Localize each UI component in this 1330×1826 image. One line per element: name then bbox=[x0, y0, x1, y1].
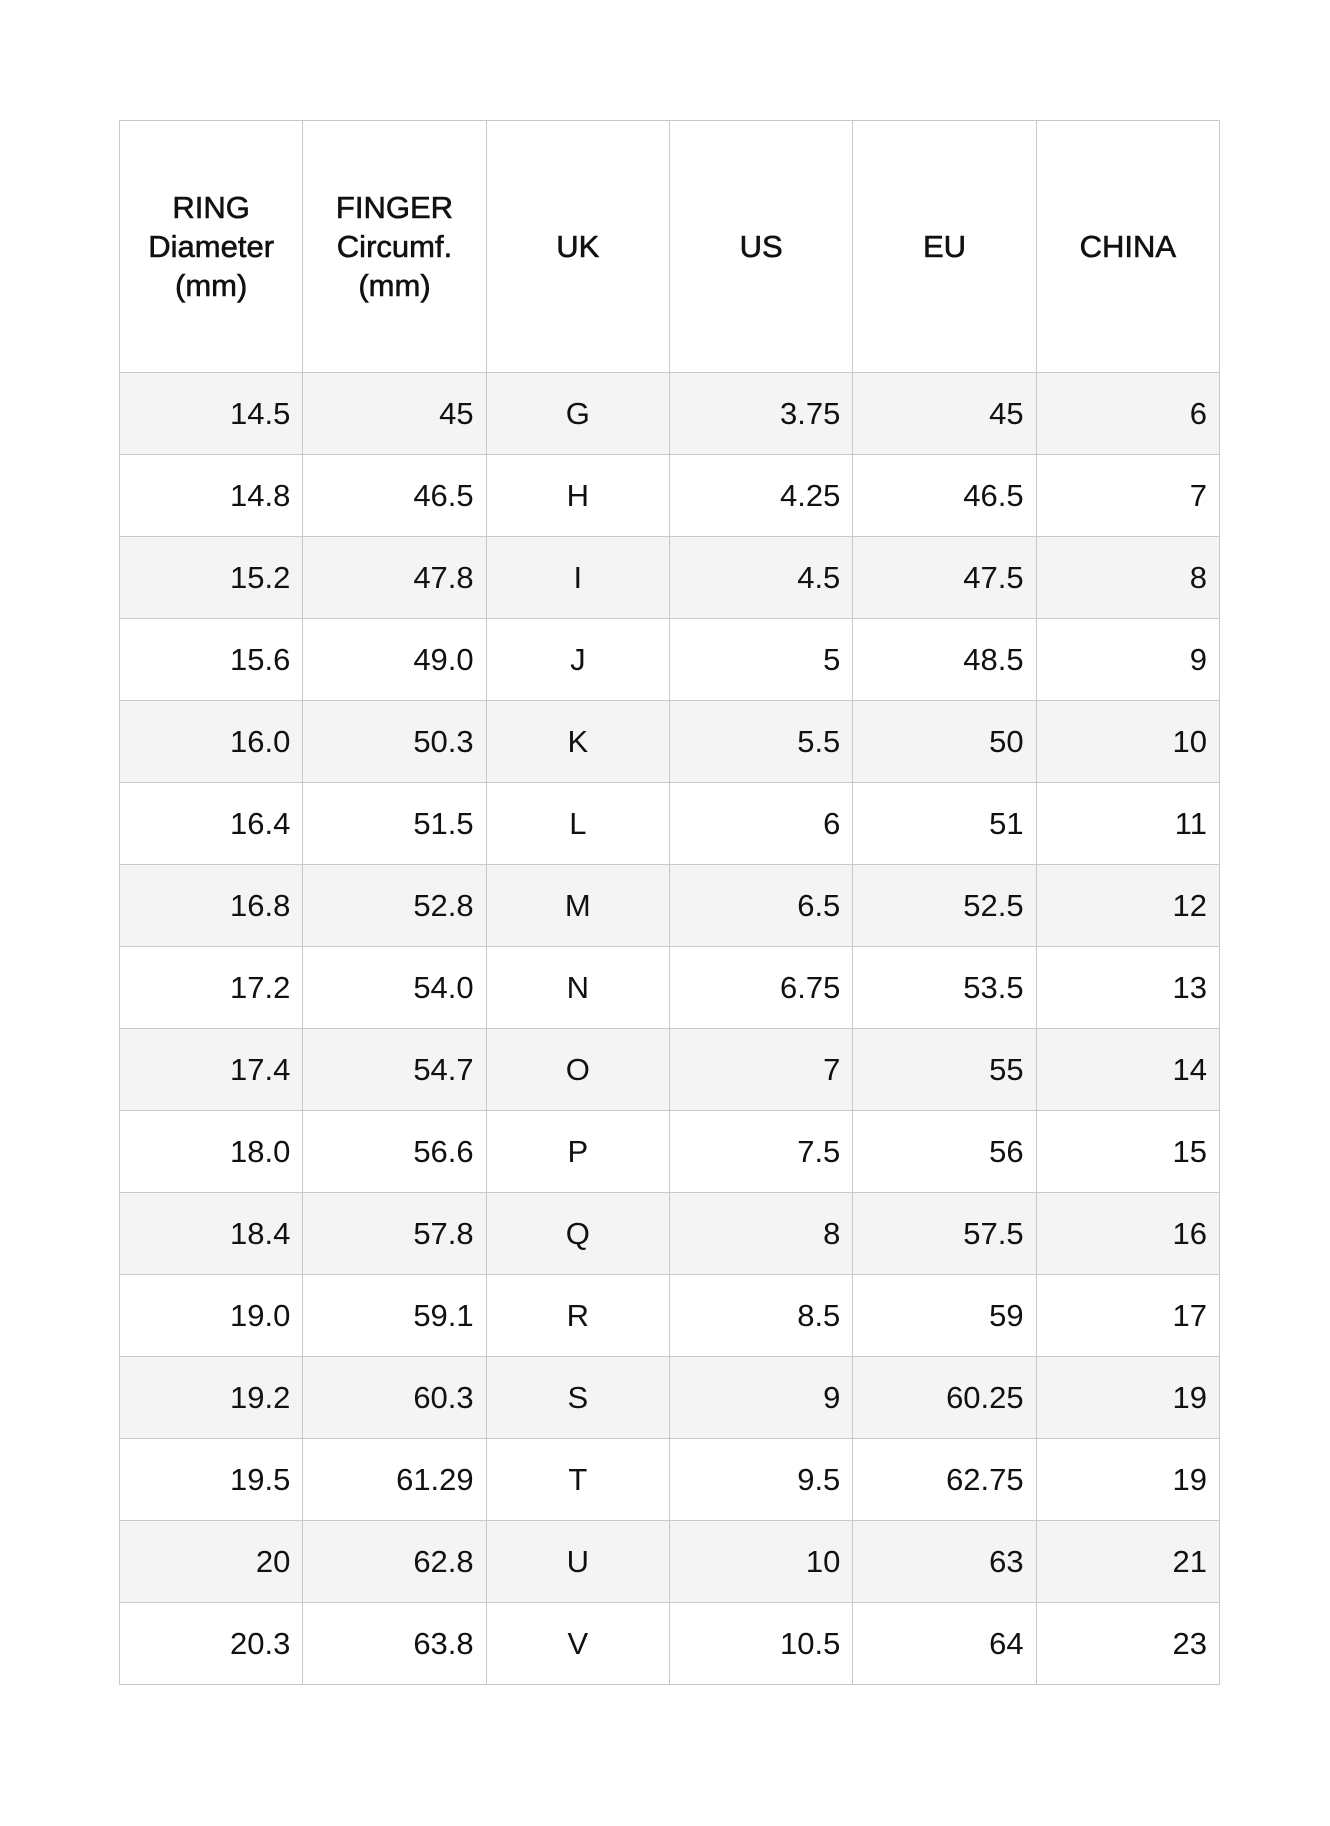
finger-circumference-cell: 54.7 bbox=[303, 1029, 486, 1111]
uk-size-cell: L bbox=[486, 783, 669, 865]
finger-circumference-cell: 57.8 bbox=[303, 1193, 486, 1275]
header-eu: EU bbox=[853, 121, 1036, 373]
eu-size-cell: 47.5 bbox=[853, 537, 1036, 619]
table-body bbox=[120, 373, 1220, 1685]
us-size-cell: 8.5 bbox=[669, 1275, 852, 1357]
china-size-cell: 16 bbox=[1036, 1193, 1219, 1275]
finger-circumference-cell: 59.1 bbox=[303, 1275, 486, 1357]
china-size-cell: 9 bbox=[1036, 619, 1219, 701]
us-size-cell: 7.5 bbox=[669, 1111, 852, 1193]
eu-size-cell: 48.5 bbox=[853, 619, 1036, 701]
ring-diameter-cell: 20.3 bbox=[120, 1603, 303, 1685]
finger-circumference-cell: 47.8 bbox=[303, 537, 486, 619]
table-row bbox=[120, 1357, 1220, 1439]
uk-size-cell: K bbox=[486, 701, 669, 783]
uk-size-cell: Q bbox=[486, 1193, 669, 1275]
ring-diameter-cell: 16.4 bbox=[120, 783, 303, 865]
us-size-cell: 9 bbox=[669, 1357, 852, 1439]
uk-size-cell: J bbox=[486, 619, 669, 701]
table-row bbox=[120, 455, 1220, 537]
header-us: US bbox=[669, 121, 852, 373]
uk-size-cell: O bbox=[486, 1029, 669, 1111]
ring-diameter-cell: 18.0 bbox=[120, 1111, 303, 1193]
uk-size-cell: H bbox=[486, 455, 669, 537]
eu-size-cell: 62.75 bbox=[853, 1439, 1036, 1521]
china-size-cell: 10 bbox=[1036, 701, 1219, 783]
table-row bbox=[120, 701, 1220, 783]
us-size-cell: 9.5 bbox=[669, 1439, 852, 1521]
table-row bbox=[120, 537, 1220, 619]
eu-size-cell: 51 bbox=[853, 783, 1036, 865]
eu-size-cell: 53.5 bbox=[853, 947, 1036, 1029]
table-row bbox=[120, 865, 1220, 947]
uk-size-cell: R bbox=[486, 1275, 669, 1357]
finger-circumference-cell: 54.0 bbox=[303, 947, 486, 1029]
us-size-cell: 8 bbox=[669, 1193, 852, 1275]
us-size-cell: 5.5 bbox=[669, 701, 852, 783]
us-size-cell: 5 bbox=[669, 619, 852, 701]
us-size-cell: 6 bbox=[669, 783, 852, 865]
ring-diameter-cell: 19.5 bbox=[120, 1439, 303, 1521]
ring-size-chart bbox=[119, 120, 1219, 1685]
finger-circumference-cell: 50.3 bbox=[303, 701, 486, 783]
china-size-cell: 6 bbox=[1036, 373, 1219, 455]
china-size-cell: 11 bbox=[1036, 783, 1219, 865]
header-china: CHINA bbox=[1036, 121, 1219, 373]
table-row bbox=[120, 1439, 1220, 1521]
finger-circumference-cell: 49.0 bbox=[303, 619, 486, 701]
uk-size-cell: T bbox=[486, 1439, 669, 1521]
header-ring-diameter: RING Diameter (mm) bbox=[120, 121, 303, 373]
us-size-cell: 6.5 bbox=[669, 865, 852, 947]
ring-diameter-cell: 15.2 bbox=[120, 537, 303, 619]
eu-size-cell: 60.25 bbox=[853, 1357, 1036, 1439]
finger-circumference-cell: 63.8 bbox=[303, 1603, 486, 1685]
ring-size-table bbox=[119, 120, 1220, 1685]
finger-circumference-cell: 60.3 bbox=[303, 1357, 486, 1439]
uk-size-cell: N bbox=[486, 947, 669, 1029]
header-finger-circumference: FINGER Circumf. (mm) bbox=[303, 121, 486, 373]
ring-diameter-cell: 17.2 bbox=[120, 947, 303, 1029]
eu-size-cell: 59 bbox=[853, 1275, 1036, 1357]
eu-size-cell: 52.5 bbox=[853, 865, 1036, 947]
us-size-cell: 4.5 bbox=[669, 537, 852, 619]
eu-size-cell: 55 bbox=[853, 1029, 1036, 1111]
uk-size-cell: V bbox=[486, 1603, 669, 1685]
finger-circumference-cell: 51.5 bbox=[303, 783, 486, 865]
ring-diameter-cell: 18.4 bbox=[120, 1193, 303, 1275]
eu-size-cell: 45 bbox=[853, 373, 1036, 455]
china-size-cell: 17 bbox=[1036, 1275, 1219, 1357]
uk-size-cell: I bbox=[486, 537, 669, 619]
ring-diameter-cell: 15.6 bbox=[120, 619, 303, 701]
uk-size-cell: S bbox=[486, 1357, 669, 1439]
table-row bbox=[120, 1521, 1220, 1603]
uk-size-cell: P bbox=[486, 1111, 669, 1193]
china-size-cell: 12 bbox=[1036, 865, 1219, 947]
uk-size-cell: U bbox=[486, 1521, 669, 1603]
table-row bbox=[120, 1193, 1220, 1275]
eu-size-cell: 56 bbox=[853, 1111, 1036, 1193]
ring-diameter-cell: 14.5 bbox=[120, 373, 303, 455]
us-size-cell: 10.5 bbox=[669, 1603, 852, 1685]
finger-circumference-cell: 45 bbox=[303, 373, 486, 455]
china-size-cell: 19 bbox=[1036, 1439, 1219, 1521]
us-size-cell: 7 bbox=[669, 1029, 852, 1111]
eu-size-cell: 46.5 bbox=[853, 455, 1036, 537]
finger-circumference-cell: 52.8 bbox=[303, 865, 486, 947]
finger-circumference-cell: 61.29 bbox=[303, 1439, 486, 1521]
table-row bbox=[120, 1275, 1220, 1357]
table-row bbox=[120, 619, 1220, 701]
finger-circumference-cell: 46.5 bbox=[303, 455, 486, 537]
table-row bbox=[120, 1029, 1220, 1111]
table-header bbox=[120, 121, 1220, 373]
eu-size-cell: 50 bbox=[853, 701, 1036, 783]
finger-circumference-cell: 56.6 bbox=[303, 1111, 486, 1193]
ring-diameter-cell: 20 bbox=[120, 1521, 303, 1603]
table-row bbox=[120, 1603, 1220, 1685]
eu-size-cell: 57.5 bbox=[853, 1193, 1036, 1275]
us-size-cell: 6.75 bbox=[669, 947, 852, 1029]
china-size-cell: 21 bbox=[1036, 1521, 1219, 1603]
ring-diameter-cell: 16.0 bbox=[120, 701, 303, 783]
china-size-cell: 7 bbox=[1036, 455, 1219, 537]
table-row bbox=[120, 1111, 1220, 1193]
us-size-cell: 10 bbox=[669, 1521, 852, 1603]
table-row bbox=[120, 947, 1220, 1029]
ring-diameter-cell: 19.0 bbox=[120, 1275, 303, 1357]
header-uk: UK bbox=[486, 121, 669, 373]
uk-size-cell: M bbox=[486, 865, 669, 947]
eu-size-cell: 64 bbox=[853, 1603, 1036, 1685]
table-row bbox=[120, 373, 1220, 455]
uk-size-cell: G bbox=[486, 373, 669, 455]
china-size-cell: 8 bbox=[1036, 537, 1219, 619]
ring-diameter-cell: 16.8 bbox=[120, 865, 303, 947]
table-row bbox=[120, 783, 1220, 865]
ring-diameter-cell: 19.2 bbox=[120, 1357, 303, 1439]
us-size-cell: 4.25 bbox=[669, 455, 852, 537]
china-size-cell: 15 bbox=[1036, 1111, 1219, 1193]
us-size-cell: 3.75 bbox=[669, 373, 852, 455]
finger-circumference-cell: 62.8 bbox=[303, 1521, 486, 1603]
china-size-cell: 23 bbox=[1036, 1603, 1219, 1685]
china-size-cell: 14 bbox=[1036, 1029, 1219, 1111]
ring-diameter-cell: 14.8 bbox=[120, 455, 303, 537]
eu-size-cell: 63 bbox=[853, 1521, 1036, 1603]
china-size-cell: 13 bbox=[1036, 947, 1219, 1029]
ring-diameter-cell: 17.4 bbox=[120, 1029, 303, 1111]
china-size-cell: 19 bbox=[1036, 1357, 1219, 1439]
header-row bbox=[120, 121, 1220, 373]
